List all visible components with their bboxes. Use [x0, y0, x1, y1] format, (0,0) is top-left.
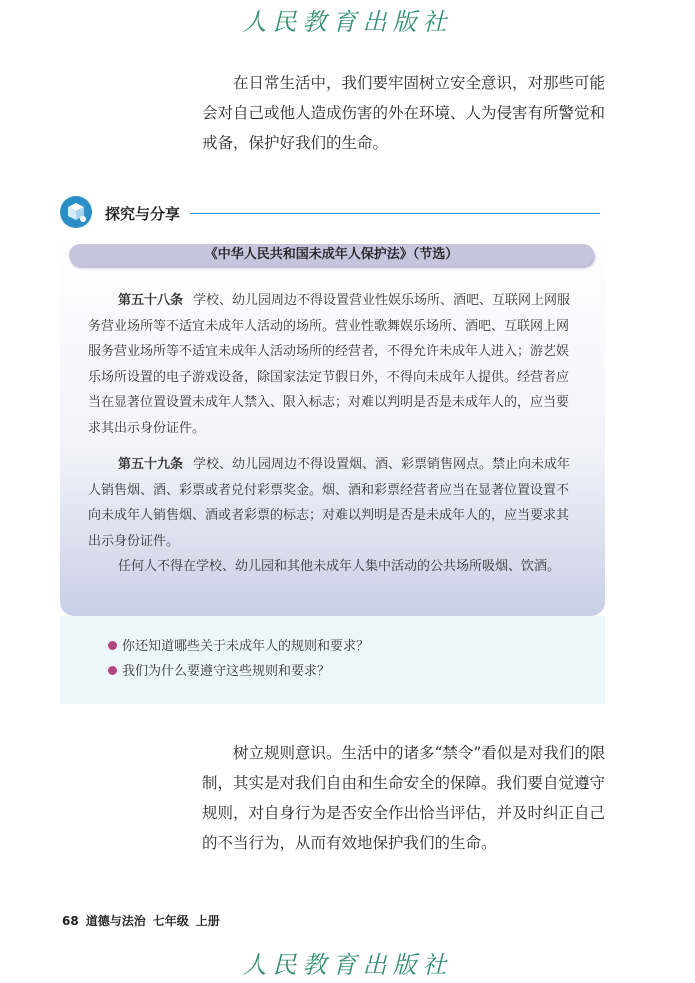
- section-header: [60, 196, 605, 230]
- question-text: 我们为什么要遵守这些规则和要求？: [122, 664, 331, 679]
- closing-paragraph: 树立规则意识。生活中的诸多“禁令”看似是对我们的限制，其实是对我们自由和生命安全的保障。我们要自觉遵守规则，对自身行为是否安全作出恰当评估，并及时纠正自己的不当行为，从而有效地保护我们的生命。: [202, 744, 606, 852]
- question-item: [108, 660, 330, 679]
- article-number: 第五十九条: [118, 457, 184, 472]
- law-excerpt-panel: [60, 236, 605, 616]
- section-title: 探究与分享: [105, 205, 181, 223]
- article-58: [88, 288, 578, 441]
- page-footer: [62, 912, 227, 929]
- law-title: 《中华人民共和国未成年人保护法》（节选）: [69, 244, 594, 266]
- publisher-logo-top: 人民教育出版社: [242, 8, 453, 36]
- question-item: [108, 635, 369, 654]
- article-text: 学校、幼儿园周边不得设置烟、酒、彩票销售网点。禁止向未成年人销售烟、酒、彩票或者兑付彩票奖金。烟、酒和彩票经营者应当在显著位置设置不向未成年人销售烟、酒或者彩票的标志；对难以判明是否是未成年人的，应当要求其出示身份证件。: [88, 457, 571, 549]
- questions-box: [60, 616, 605, 704]
- subject-name: 道德与法治: [85, 914, 146, 928]
- volume-label: 上册: [195, 914, 220, 928]
- explore-share-icon: [60, 196, 92, 228]
- question-text: 你还知道哪些关于未成年人的规则和要求？: [122, 639, 370, 654]
- bullet-icon: [108, 666, 117, 675]
- publisher-logo-bottom: 人民教育出版社: [242, 951, 453, 979]
- article-text: 学校、幼儿园周边不得设置营业性娱乐场所、酒吧、互联网上网服务营业场所等不适宜未成年人活动的场所。营业性歌舞娱乐场所、酒吧、互联网上网服务营业场所等不适宜未成年人活动场所的经营者，不得允许未成年人进入；游艺娱乐场所设置的电子游戏设备，除国家法定节假日外，不得向未成年人提供。经营者应当在显著位置设置未成年人禁入、限入标志；对难以判明是否是未成年人的，应当要求其出示身份证件。: [88, 293, 571, 436]
- bullet-icon: [108, 641, 117, 650]
- article-59: [88, 452, 578, 554]
- section-divider: [190, 213, 600, 214]
- grade-label: 七年级: [152, 914, 189, 928]
- article-number: 第五十八条: [118, 293, 184, 308]
- page-number: 68: [62, 914, 79, 928]
- intro-paragraph: 在日常生活中，我们要牢固树立安全意识，对那些可能会对自己或他人造成伤害的外在环境、人为侵害有所警觉和戒备，保护好我们的生命。: [202, 74, 606, 152]
- article-extra-paragraph: 任何人不得在学校、幼儿园和其他未成年人集中活动的公共场所吸烟、饮酒。: [118, 559, 561, 574]
